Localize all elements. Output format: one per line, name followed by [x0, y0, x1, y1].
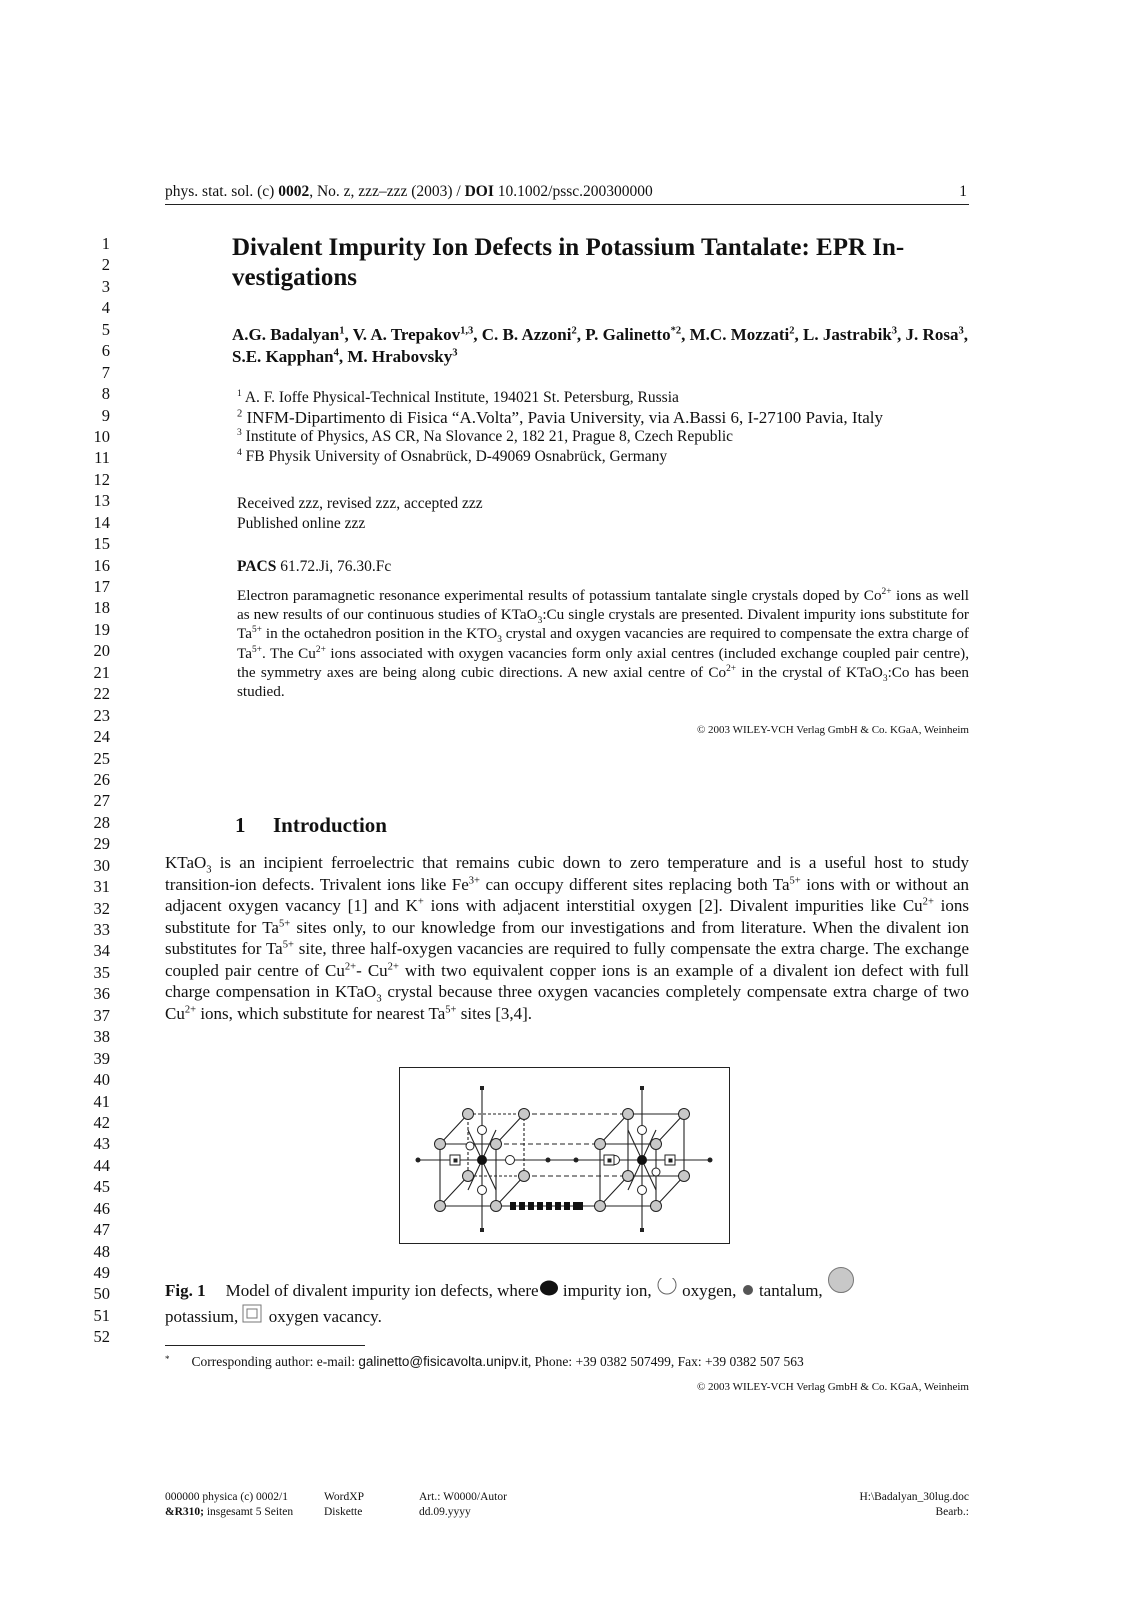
affiliations	[237, 388, 883, 466]
author-name: L. Jastrabik	[802, 325, 892, 344]
author-separator: ,	[681, 325, 690, 344]
line-number: 39	[93, 1048, 110, 1068]
line-number: 27	[93, 791, 110, 811]
line-number: 47	[93, 1220, 110, 1240]
line-number: 43	[93, 1134, 110, 1154]
pacs	[237, 558, 391, 576]
author-name: C. B. Azzoni	[481, 325, 572, 344]
pacs-codes: 61.72.Ji, 76.30.Fc	[276, 558, 392, 575]
line-number: 45	[93, 1177, 110, 1197]
doi: 10.1002/pssc.200300000	[493, 183, 653, 200]
line-number: 25	[93, 748, 110, 768]
line-number: 13	[93, 491, 110, 511]
footer-col-1: 000000 physica (c) 0002/1 &R310; insgesamt 5 Seiten	[165, 1491, 294, 1518]
line-number: 33	[93, 920, 110, 939]
page-number: 1	[959, 183, 967, 200]
section-number: 1	[235, 813, 246, 837]
abstract: Electron paramagnetic resonance experimental results of potassium tantalate single crystals doped by $Co^{2+}$ ions as well as new results of our continuous studies of KTaO$_3$:Cu single crystals are presented. Divalent impurity ions substitute for $Ta^{5+}$ in the octahedron position in the $KTO_3$ crystal and oxygen vacancies are required to compensate the extra charge of $Ta^{5+}$. The $Cu^{2+}$ ions associated with oxygen vacancies form only axial centres (included exchange coupled pair centre), the symmetry axes are being along cubic directions. A new axial centre of $Co^{2+}$ in the crystal of KTaO$_3$:Co has been studied.	[237, 586, 969, 701]
line-number: 12	[93, 469, 110, 489]
line-number: 40	[93, 1070, 110, 1090]
line-number: 5	[101, 319, 110, 339]
line-number: 10	[93, 426, 110, 446]
doi-label: DOI	[464, 183, 494, 200]
author-separator: ,	[794, 325, 803, 344]
line-number: 26	[93, 769, 110, 789]
line-number: 21	[93, 662, 110, 682]
crystal-model-diagram	[400, 1068, 728, 1242]
journal-volume: 0002	[278, 183, 310, 200]
affiliation-4: $^4$ FB Physik University of Osnabrück, D-49069 Osnabrück, Germany	[237, 446, 668, 465]
line-number: 11	[94, 448, 110, 468]
tantalum-symbol	[741, 1284, 755, 1298]
line-number: 20	[93, 641, 110, 661]
copyright-notice-bottom: © 2003 WILEY-VCH Verlag GmbH & Co. KGaA, Weinheim	[696, 1381, 969, 1393]
line-number: 34	[93, 941, 110, 961]
author-name: S.E. Kapphan	[232, 347, 334, 366]
line-number: 2	[101, 255, 110, 275]
author-separator: ,	[473, 325, 482, 344]
author-affiliation-mark: 2	[789, 325, 795, 337]
published-line: Published online zzz	[237, 515, 366, 532]
author-affiliation-mark: 1,3	[460, 325, 474, 337]
author-separator: ,	[897, 325, 906, 344]
line-number: 8	[101, 384, 110, 404]
received-line: Received zzz, revised zzz, accepted zzz	[237, 495, 483, 512]
author-affiliation-mark: 3	[958, 325, 964, 337]
author-name: M. Hrabovsky	[347, 347, 453, 366]
author-affiliation-mark: *2	[670, 325, 682, 337]
line-number: 23	[93, 705, 110, 725]
section-heading	[235, 813, 387, 838]
affiliation-3: $^3$ Institute of Physics, AS CR, Na Slovance 2, 182 21, Prague 8, Czech Republic	[237, 426, 734, 445]
affiliation-1: $^1$ A. F. Ioffe Physical-Technical Institute, 194021 St. Petersburg, Russia	[237, 387, 679, 406]
line-number: 17	[93, 577, 110, 596]
line-number: 48	[93, 1241, 110, 1261]
line-number: 1	[101, 234, 110, 253]
line-number: 32	[93, 898, 110, 918]
oxygen-symbol	[656, 1278, 678, 1298]
line-number: 4	[101, 298, 110, 318]
line-number: 30	[93, 855, 110, 875]
figure-caption: Fig. 1 Model of divalent impurity ion defects, where impurity ion, oxygen, tantalum, potassium, oxygen vacancy.	[165, 1266, 969, 1330]
line-number: 29	[93, 834, 110, 854]
line-number: 42	[93, 1112, 110, 1132]
intro-paragraph: KTaO$_3$ is an incipient ferroelectric that remains cubic down to zero temperature and is a useful host to study transition-ion defects. Trivalent ions like $Fe^{3+}$ can occupy different sites replacing both $Ta^{5+}$ ions with or without an adjacent oxygen vacancy [1] and K+ ions with adjacent interstitial oxygen [2]. Divalent impurities like $Cu^{2+}$ ions substitute for $Ta^{5+}$ sites only, to our knowledge from our investigations and from literature. When the divalent ion substitutes for $Ta^{5+}$ site, three half-oxygen vacancies are required to fully compensate the extra charge. The exchange coupled pair centre of $Cu^{2+}-$ $Cu^{2+}$ with two equivalent copper ions is an example of a divalent ion defect with full charge compensation in KTaO$_3$ crystal because three oxygen vacancies completely compensate extra charge of two $Cu^{2+}$ ions, which substitute for nearest $Ta^{5+}$ sites [3,4].	[165, 853, 970, 1023]
line-number: 36	[93, 984, 110, 1004]
line-number: 22	[93, 684, 110, 704]
pacs-label: PACS	[237, 558, 277, 575]
journal-name: phys. stat. sol. (c)	[165, 183, 279, 200]
line-number: 19	[93, 619, 110, 639]
line-number: 31	[93, 877, 110, 897]
footer-col-3: Art.: W0000/Autor dd.09.yyyy	[419, 1491, 507, 1518]
figure-1	[399, 1067, 730, 1244]
line-number: 50	[93, 1284, 110, 1304]
line-numbers	[80, 233, 110, 1348]
line-number: 14	[93, 512, 110, 532]
paper-title: Divalent Impurity Ion Defects in Potassium Tantalate: EPR In-vestigations	[232, 234, 905, 291]
potassium-symbol	[827, 1266, 855, 1294]
email-link[interactable]: galinetto@fisicavolta.unipv.it	[358, 1354, 528, 1369]
line-number: 35	[93, 962, 110, 982]
footer-col-4: H:\Badalyan_30lug.doc Bearb.:	[859, 1491, 969, 1518]
author-name: P. Galinetto	[585, 325, 671, 344]
line-number: 16	[93, 555, 110, 575]
author-name: V. A. Trepakov	[352, 325, 461, 344]
author-separator: ,	[576, 325, 586, 344]
author-name: A.G. Badalyan	[232, 325, 340, 344]
impurity-ion-symbol	[539, 1280, 559, 1298]
author-separator: ,	[338, 347, 348, 366]
line-number: 18	[93, 598, 110, 618]
line-number: 49	[93, 1263, 110, 1282]
author-separator: ,	[344, 325, 353, 344]
line-number: 51	[93, 1305, 110, 1325]
section-title: Introduction	[273, 813, 387, 837]
copyright-notice: © 2003 WILEY-VCH Verlag GmbH & Co. KGaA, Weinheim	[696, 724, 969, 736]
running-header	[165, 183, 969, 205]
author-affiliation-mark: 3	[891, 325, 898, 337]
line-number: 24	[93, 727, 110, 747]
line-number: 41	[93, 1091, 110, 1111]
line-number: 52	[93, 1327, 110, 1347]
affiliation-2: $^2$ INFM-Dipartimento di Fisica “A.Volta”, Pavia University, via A.Bassi 6, I-27100 Pavia, Italy	[237, 407, 883, 427]
line-number: 7	[101, 362, 110, 382]
line-number: 6	[101, 341, 110, 361]
oxygen-vacancy-symbol	[242, 1304, 264, 1324]
figure-label: Fig. 1	[165, 1281, 206, 1300]
line-number: 37	[93, 1005, 110, 1025]
line-number: 15	[93, 534, 110, 554]
author-affiliation-mark: 1	[339, 325, 345, 337]
footnote: * Corresponding author: e-mail: galinetto@fisicavolta.unipv.it, Phone: +39 0382 507499, Fax: +39 0382 507 563	[165, 1354, 804, 1369]
author-separator: ,	[963, 325, 968, 344]
author-name: J. Rosa	[905, 325, 959, 344]
author-affiliation-mark: 3	[452, 347, 458, 359]
dates	[237, 494, 483, 534]
author-affiliation-mark: 2	[571, 325, 577, 337]
line-number: 3	[101, 276, 110, 296]
line-number: 44	[93, 1155, 110, 1175]
line-number: 46	[93, 1198, 110, 1218]
journal-issue: , No. z, zzz–zzz (2003) /	[309, 183, 465, 200]
footnote-rule	[165, 1345, 365, 1346]
author-list	[232, 324, 972, 368]
author-name: M.C. Mozzati	[689, 325, 790, 344]
footer-col-2: WordXP Diskette	[324, 1491, 364, 1518]
author-affiliation-mark: 4	[333, 347, 339, 359]
line-number: 9	[101, 405, 110, 425]
line-number: 28	[93, 812, 110, 832]
line-number: 38	[93, 1027, 110, 1047]
